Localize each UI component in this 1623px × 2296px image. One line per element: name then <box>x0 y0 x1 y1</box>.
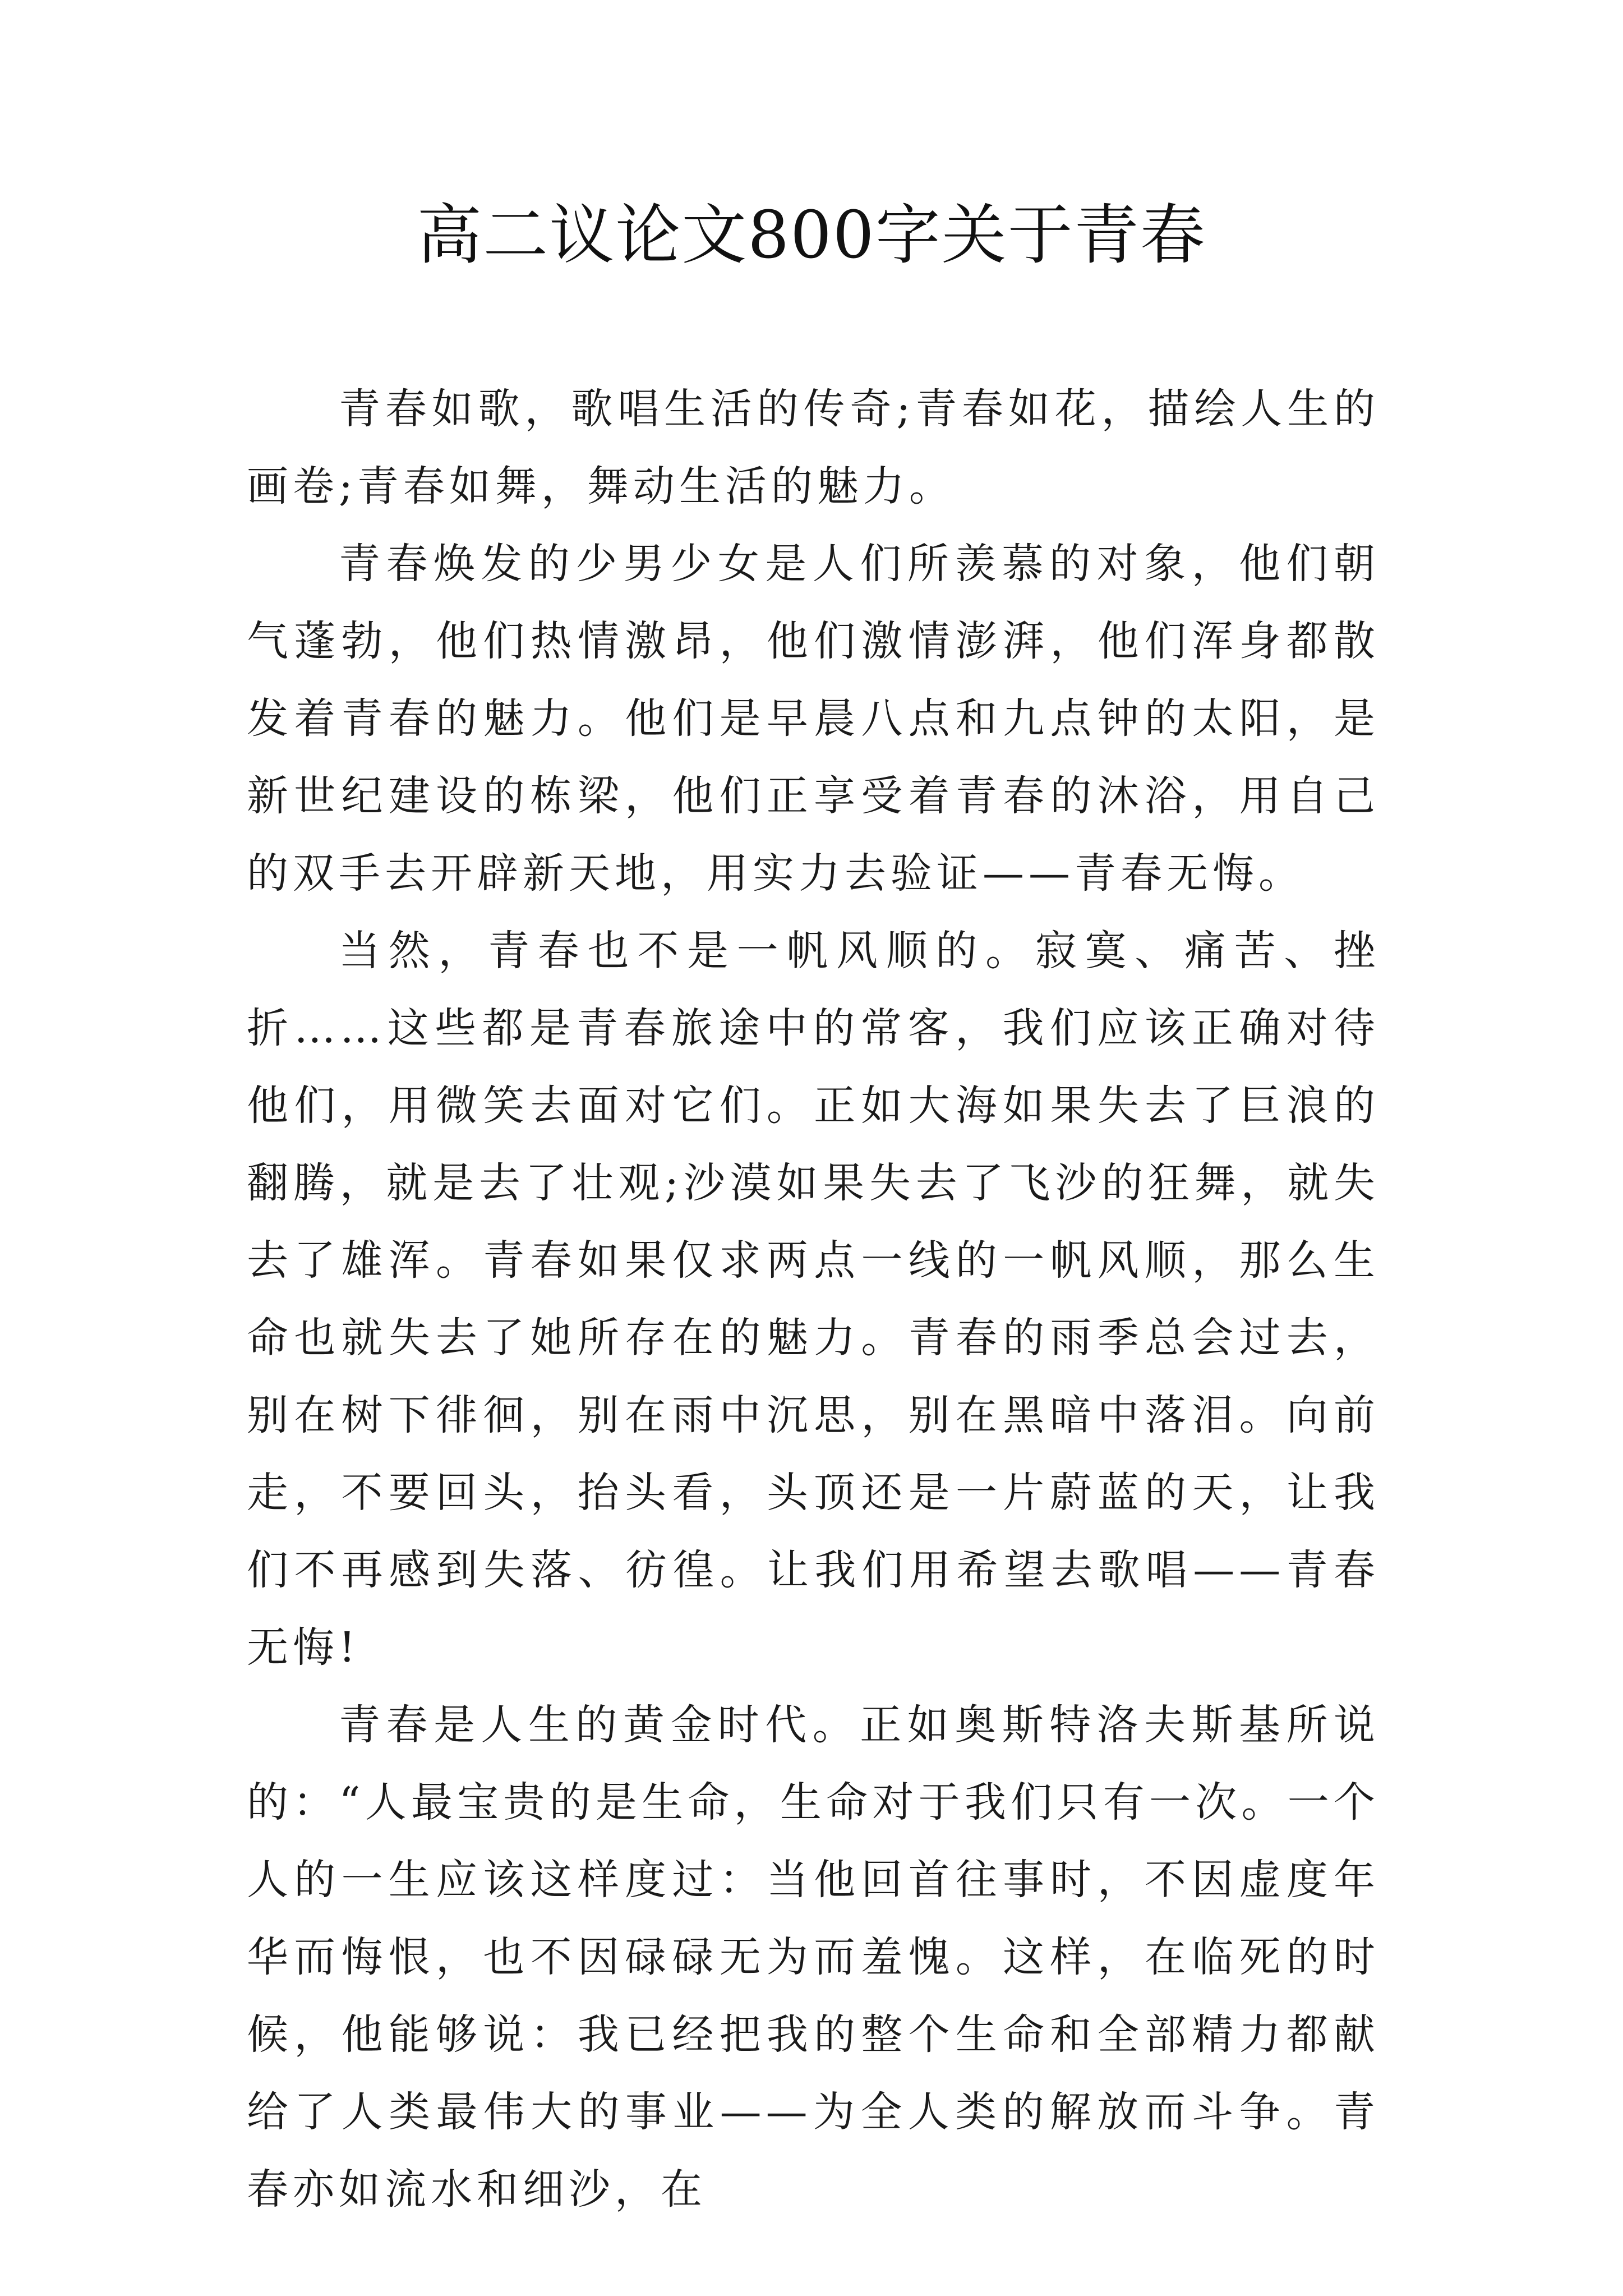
paragraph-1: 青春如歌，歌唱生活的传奇;青春如花，描绘人生的画卷;青春如舞，舞动生活的魅力。 <box>247 385 1380 510</box>
document-title: 高二议论文800字关于青春 <box>417 197 1206 273</box>
paragraph-4: 青春是人生的黄金时代。正如奥斯特洛夫斯基所说的：“人最宝贵的是生命，生命对于我们只有一次。一个人的一生应该这样度过：当他回首往事时，不因虚度年华而悔恨，也不因碌碌无为而羞愧。这样，在临死的时候，他能够说：我已经把我的整个生命和全部精力都献给了人类最伟大的事业——为全人类的解放而斗争。青春亦如流水和细沙，在 <box>247 1701 1380 2214</box>
paragraph-3: 当然，青春也不是一帆风顺的。寂寞、痛苦、挫折……这些都是青春旅途中的常客，我们应该正确对待他们，用微笑去面对它们。正如大海如果失去了巨浪的翻腾，就是去了壮观;沙漠如果失去了飞沙的狂舞，就失去了雄浑。青春如果仅求两点一线的一帆风顺，那么生命也就失去了她所存在的魅力。青春的雨季总会过去，别在树下徘徊，别在雨中沉思，别在黑暗中落泪。向前走，不要回头，抬头看，头顶还是一片蔚蓝的天，让我们不再感到失落、彷徨。让我们用希望去歌唱——青春无悔! <box>247 927 1380 1672</box>
document-body <box>247 370 1380 2228</box>
paragraph-2: 青春焕发的少男少女是人们所羡慕的对象，他们朝气蓬勃，他们热情激昂，他们激情澎湃，他们浑身都散发着青春的魅力。他们是早晨八点和九点钟的太阳，是新世纪建设的栋梁，他们正享受着青春的沐浴，用自己的双手去开辟新天地，用实力去验证——青春无悔。 <box>247 540 1380 898</box>
